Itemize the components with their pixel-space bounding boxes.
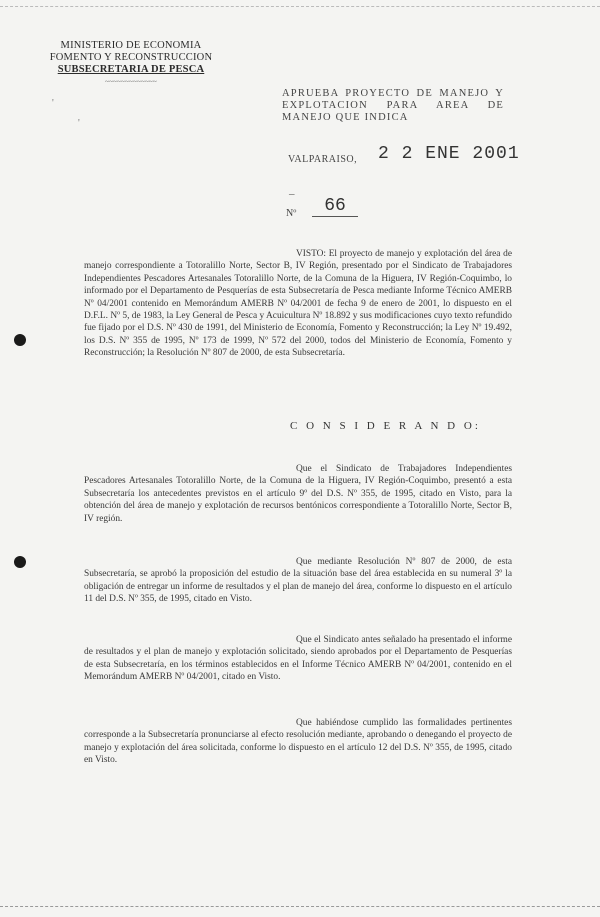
date-stamp: 2 2 ENE 2001 bbox=[378, 144, 520, 164]
subsecretaria-name: SUBSECRETARIA DE PESCA bbox=[57, 64, 205, 75]
number-label: Nº bbox=[286, 208, 297, 219]
considerando-heading: C O N S I D E R A N D O: bbox=[290, 420, 481, 432]
visto-text: VISTO: El proyecto de manejo y explotación del área de manejo correspondiente a Totoralillo Norte, Sector B, IV Región, presentado por el Sindicato de Trabajadores Independientes Pescadores Artesanales Totoralillo Norte, de la Comuna de la Higuera, IV Región-Coquimbo, lo informado por el Departamento de Pesquerías de esta Subsecretaría de Pesca mediante Informe Técnico AMERB Nº 04/2001 contenido en Memorándum AMERB Nº 04/2001 de fecha 9 de enero de 2001, lo dispuesto en el D.F.L. Nº 5, de 1983, la Ley General de Pesca y Acuicultura Nº 18.892 y sus modificaciones cuyo texto refundido fue fijado por el D.S. Nº 430 de 1991, del Ministerio de Economía, Fomento y Reconstrucción; la Ley Nº 19.492, los D.S. Nº 355 de 1995, Nº 173 de 1999, Nº 572 del 2000, todos del Ministerio de Economía, Fomento y Reconstrucción; la Resolución Nº 807 de 2000, de esta Subsecretaría. bbox=[84, 249, 512, 359]
margin-mark: ' bbox=[52, 98, 54, 109]
scan-edge-bottom bbox=[0, 906, 600, 915]
ministry-subtitle: FOMENTO Y RECONSTRUCCION bbox=[49, 52, 213, 63]
scan-edge-top bbox=[0, 0, 600, 7]
considerando-4-text: Que habiéndose cumplido las formalidades pertinentes corresponde a la Subsecretaría pronunciarse al efecto resolución mediante, aprobando o denegando el proyecto de manejo y explotación del área solicitada, conforme lo dispuesto en el artículo 12 del D.S. Nº 355, de 1995, citado en Visto. bbox=[84, 718, 512, 766]
considerando-4 bbox=[84, 717, 512, 767]
margin-mark: ' bbox=[78, 118, 80, 129]
punch-hole bbox=[14, 556, 26, 568]
considerando-2 bbox=[84, 556, 512, 606]
resolution-number: 66 bbox=[312, 196, 358, 217]
considerando-2-text: Que mediante Resolución Nº 807 de 2000, de esta Subsecretaría, se aprobó la proposición del estudio de la situación base del área establecida en su numeral 3º la obligación de entregar un informe de resultados y el plan de manejo del área, conforme lo dispuesto en el artículo 11 del D.S. Nº 355, de 1995, citado en Visto. bbox=[84, 557, 512, 605]
dash-mark: – bbox=[289, 188, 295, 200]
handwritten-scribble: ~~~~~~~~~~~~~ bbox=[105, 78, 157, 86]
considerando-3-text: Que el Sindicato antes señalado ha presentado el informe de resultados y el plan de manejo y explotación solicitado, siendo aprobados por el Departamento de Pesquerías de esta Subsecretaría, en los términos establecidos en el Informe Técnico AMERB Nº 04/2001, contenido en el Memorándum AMERB Nº 04/2001, citado en Visto. bbox=[84, 635, 512, 683]
letterhead bbox=[46, 40, 216, 88]
considerando-1-text: Que el Sindicato de Trabajadores Independientes Pescadores Artesanales Totoralillo Norte, de la Comuna de la Higuera, IV Región-Coquimbo, presentó a esta Subsecretaría los antecedentes previstos en el artículo 9º del D.S. Nº 355, de 1995, citado en Visto, para la obtención del área de manejo y explotación de recursos bentónicos correspondiente a Totoralillo Norte, Sector B, IV región. bbox=[84, 464, 512, 524]
considerando-1 bbox=[84, 463, 512, 525]
considerando-3 bbox=[84, 634, 512, 684]
ministry-name: MINISTERIO DE ECONOMIA bbox=[60, 40, 202, 51]
visto-paragraph bbox=[84, 248, 512, 360]
punch-hole bbox=[14, 334, 26, 346]
place-label: VALPARAISO, bbox=[288, 154, 358, 165]
document-subject: APRUEBA PROYECTO DE MANEJO Y EXPLOTACION PARA AREA DE MANEJO QUE INDICA bbox=[282, 88, 504, 123]
